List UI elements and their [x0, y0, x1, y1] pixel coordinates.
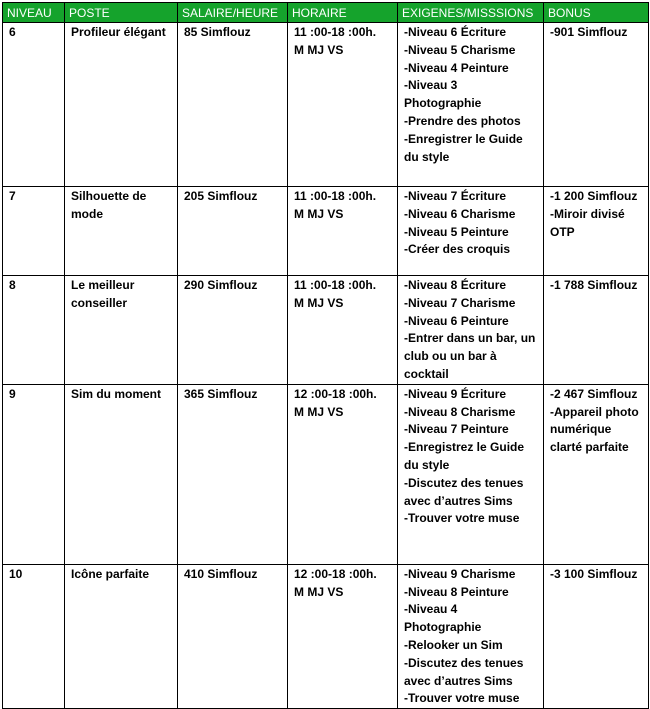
mission-item: -Niveau 5 Charisme: [404, 42, 516, 57]
mission-item: -Discutez des tenues avec d’autres Sims: [404, 475, 524, 508]
cell-poste: Icône parfaite: [65, 564, 178, 708]
mission-item: -Enregistrez le Guide du style: [404, 440, 525, 472]
cell-missions: [398, 384, 544, 564]
mission-item: -Niveau 8 Peinture: [404, 584, 509, 599]
mission-item: -Niveau 6 Peinture: [404, 313, 509, 328]
horaire-days: M MJ VS: [294, 295, 344, 310]
cell-poste: Profileur élégant: [65, 23, 178, 187]
mission-item: -Niveau 8 Charisme: [404, 404, 516, 419]
cell-missions: [398, 564, 544, 708]
horaire-hours: 11 :00-18 :00h.: [294, 189, 377, 203]
cell-bonus: [544, 564, 649, 708]
mission-item: -Prendre des photos: [404, 113, 521, 128]
bonus-item: -Miroir divisé OTP: [550, 206, 625, 239]
cell-poste: Le meilleur conseiller: [65, 276, 178, 385]
horaire-hours: 11 :00-18 :00h.: [294, 278, 377, 292]
table-row: [3, 384, 649, 564]
mission-item: -Niveau 4 Photographie: [404, 602, 482, 635]
cell-missions: [398, 276, 544, 385]
bonus-item: -901 Simflouz: [550, 25, 628, 39]
cell-salaire: 290 Simflouz: [178, 276, 288, 385]
mission-item: -Niveau 6 Charisme: [404, 206, 516, 221]
table-row: [3, 187, 649, 276]
mission-item: -Niveau 9 Charisme: [404, 566, 516, 581]
bonus-item: -2 467 Simflouz: [550, 386, 638, 401]
bonus-item: -3 100 Simflouz: [550, 566, 638, 581]
cell-salaire: 85 Simflouz: [178, 23, 288, 187]
horaire-hours: 12 :00-18 :00h.: [294, 386, 377, 401]
horaire-days: M MJ VS: [294, 42, 344, 57]
cell-missions: [398, 23, 544, 187]
mission-item: -Niveau 7 Charisme: [404, 295, 516, 310]
cell-horaire: [288, 187, 398, 276]
cell-poste: Sim du moment: [65, 384, 178, 564]
horaire-hours: 11 :00-18 :00h.: [294, 25, 377, 39]
mission-item: -Niveau 6 Écriture: [404, 25, 507, 39]
mission-item: -Niveau 5 Peinture: [404, 224, 509, 239]
cell-salaire: 205 Simflouz: [178, 187, 288, 276]
cell-horaire: [288, 564, 398, 708]
mission-item: -Niveau 8 Écriture: [404, 278, 507, 292]
bonus-item: -1 788 Simflouz: [550, 278, 638, 292]
table-header-row: [3, 3, 649, 23]
mission-item: -Niveau 4 Peinture: [404, 60, 509, 75]
horaire-days: M MJ VS: [294, 584, 344, 599]
career-levels-table: [2, 2, 649, 709]
header-horaire: HORAIRE: [288, 3, 398, 23]
cell-niveau: 8: [3, 276, 65, 385]
cell-niveau: 9: [3, 384, 65, 564]
horaire-days: M MJ VS: [294, 206, 344, 221]
cell-horaire: [288, 384, 398, 564]
mission-item: -Créer des croquis: [404, 242, 511, 257]
mission-item: -Enregistrer le Guide du style: [404, 131, 523, 164]
header-niveau: NIVEAU: [3, 3, 65, 23]
cell-bonus: [544, 276, 649, 385]
cell-niveau: 6: [3, 23, 65, 187]
cell-missions: [398, 187, 544, 276]
cell-niveau: 7: [3, 187, 65, 276]
mission-item: -Niveau 7 Peinture: [404, 422, 509, 437]
cell-bonus: [544, 187, 649, 276]
table-row: [3, 23, 649, 187]
mission-item: -Niveau 7 Écriture: [404, 189, 507, 203]
bonus-item: -Appareil photo numérique clarté parfaite: [550, 404, 639, 455]
mission-item: -Discutez des tenues avec d’autres Sims: [404, 655, 524, 688]
header-bonus: BONUS: [544, 3, 649, 23]
header-poste: POSTE: [65, 3, 178, 23]
cell-bonus: [544, 384, 649, 564]
mission-item: -Trouver votre muse: [404, 691, 520, 706]
mission-item: -Relooker un Sim: [404, 637, 503, 652]
header-missions: EXIGENES/MISSSIONS: [398, 3, 544, 23]
cell-salaire: 410 Simflouz: [178, 564, 288, 708]
table-row: [3, 276, 649, 385]
table-row: [3, 564, 649, 708]
mission-item: -Niveau 9 Écriture: [404, 386, 507, 401]
mission-item: -Trouver votre muse: [404, 511, 520, 526]
cell-niveau: 10: [3, 564, 65, 708]
cell-bonus: [544, 23, 649, 187]
header-salaire: SALAIRE/HEURE: [178, 3, 288, 23]
cell-salaire: 365 Simflouz: [178, 384, 288, 564]
mission-item: -Niveau 3 Photographie: [404, 78, 482, 111]
bonus-item: -1 200 Simflouz: [550, 189, 638, 203]
mission-item: -Entrer dans un bar, un club ou un bar à cocktail: [404, 331, 536, 381]
cell-poste: Silhouette de mode: [65, 187, 178, 276]
horaire-hours: 12 :00-18 :00h.: [294, 566, 377, 581]
horaire-days: M MJ VS: [294, 404, 344, 419]
cell-horaire: [288, 23, 398, 187]
cell-horaire: [288, 276, 398, 385]
